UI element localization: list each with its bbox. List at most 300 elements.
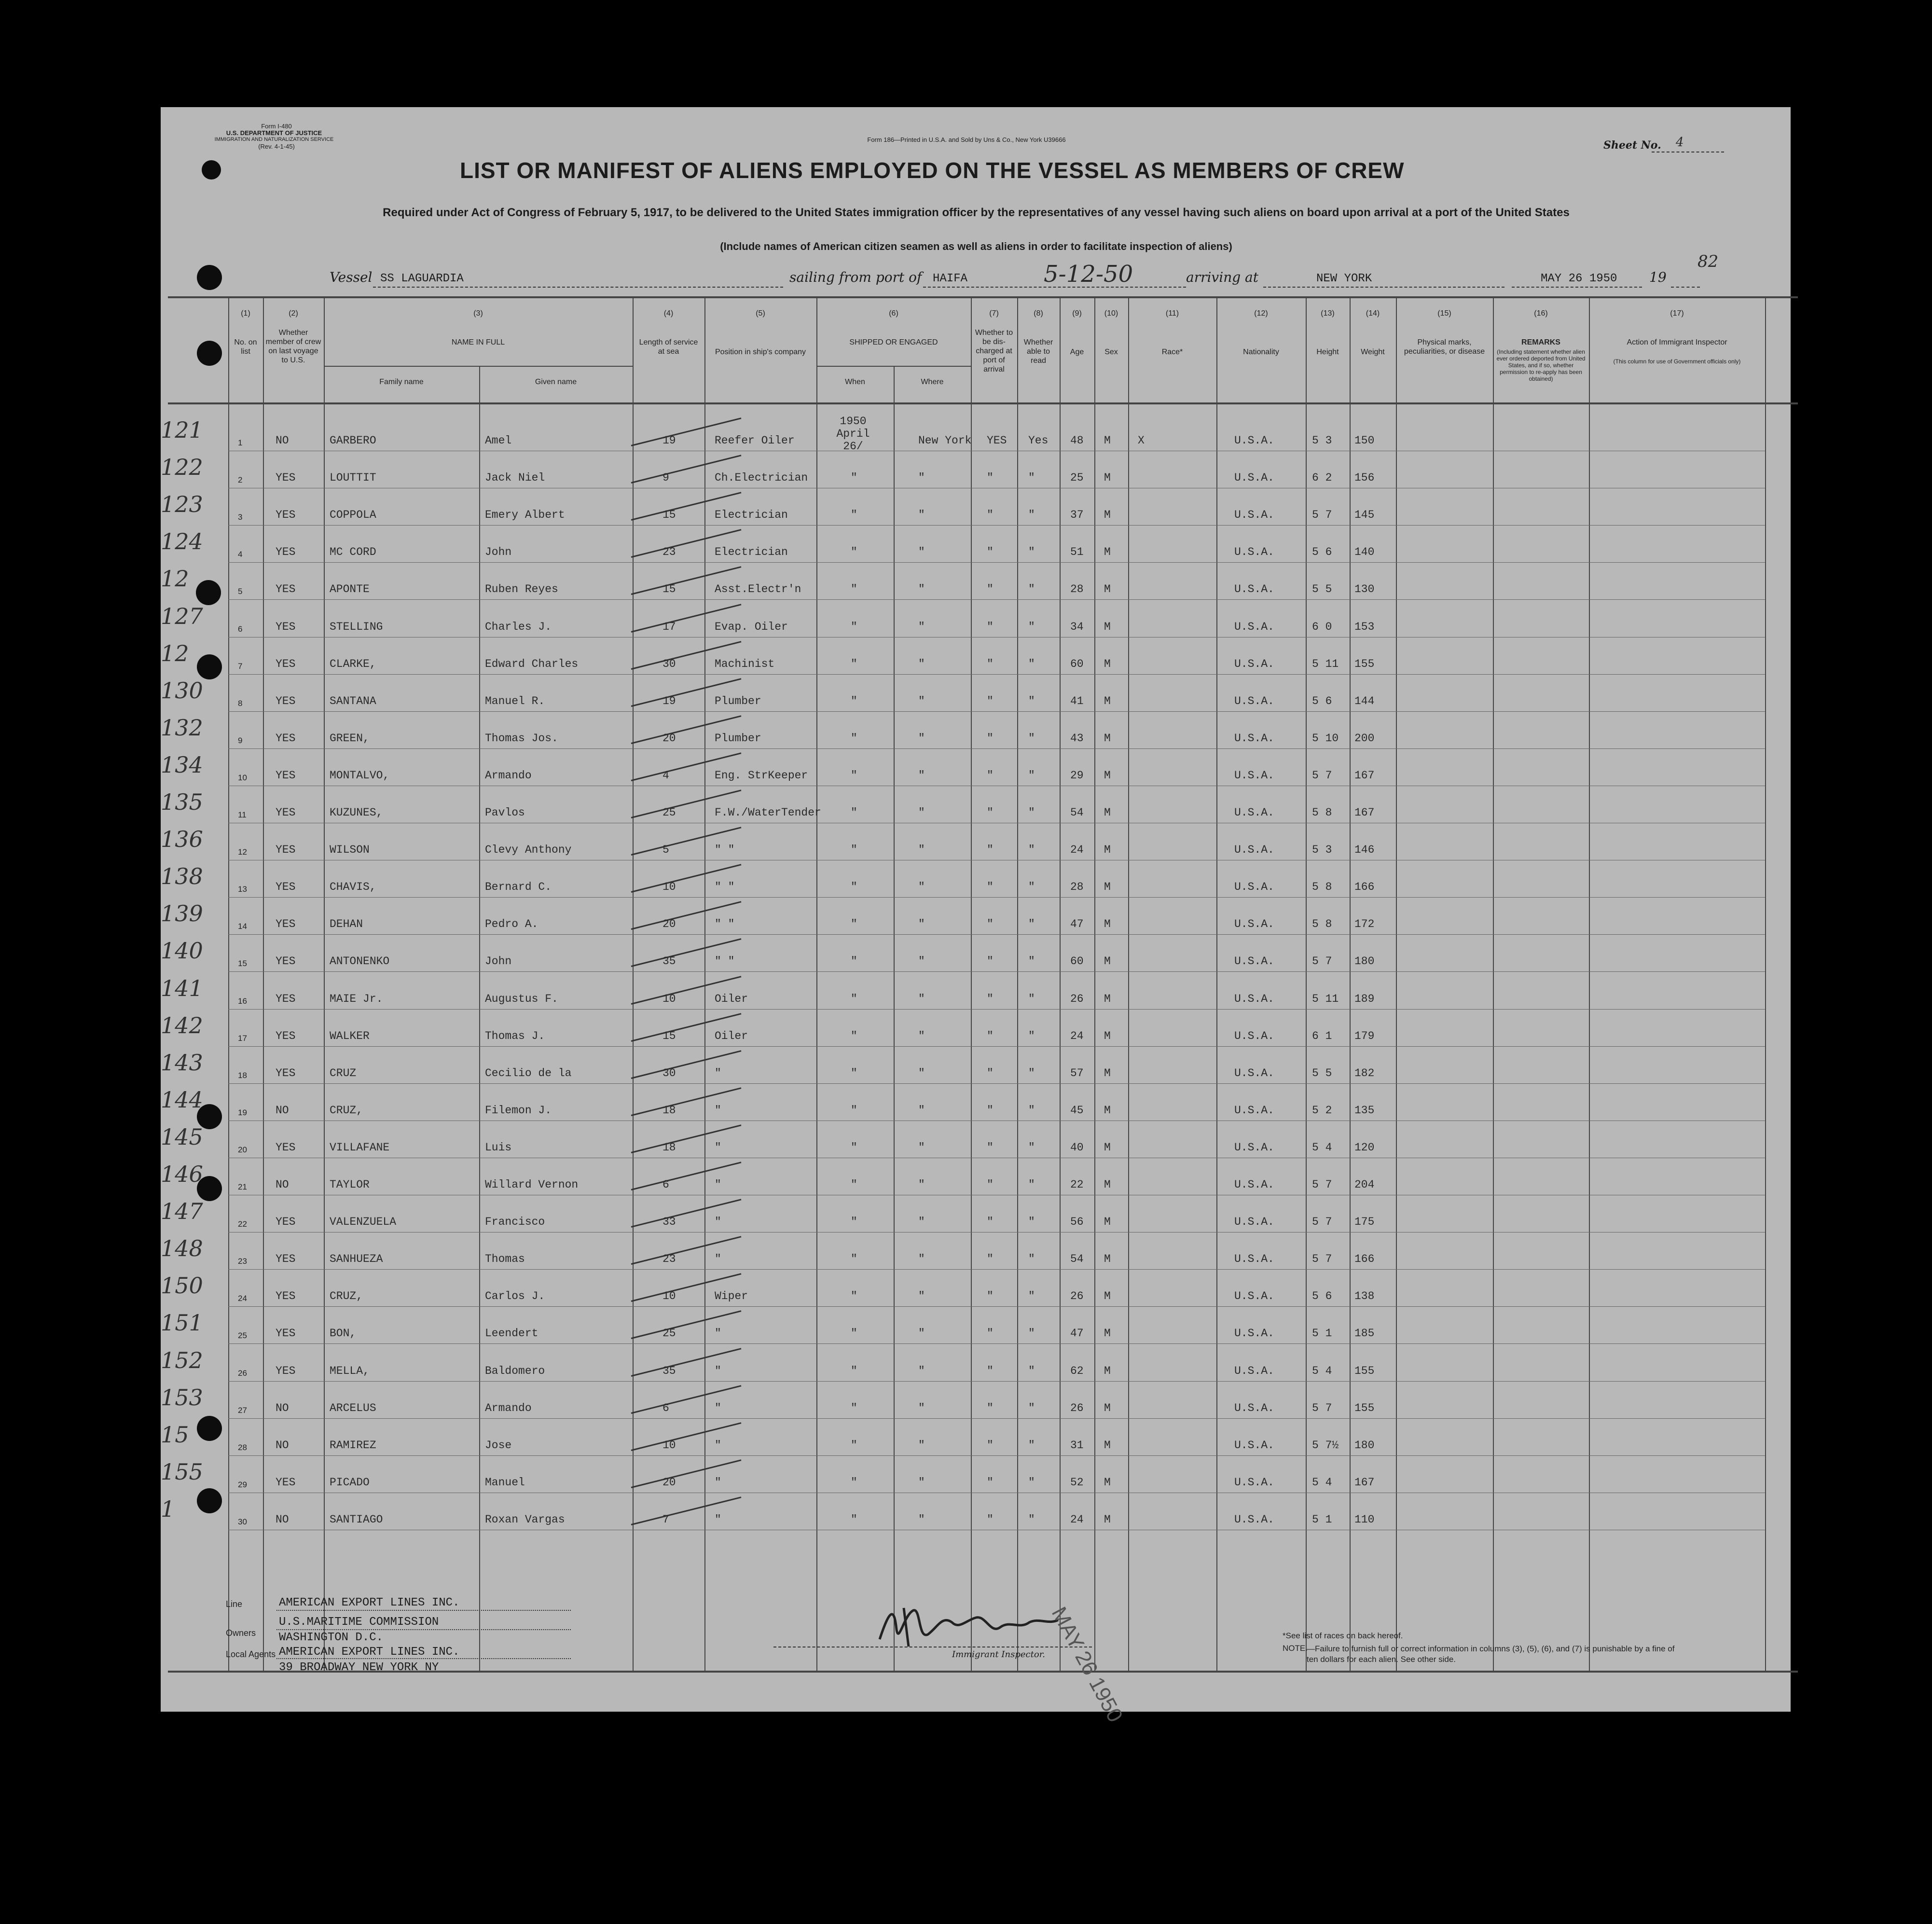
discharged-cell: " [987, 471, 994, 484]
row-number: 10 [238, 773, 247, 782]
position-cell: Machinist [715, 657, 775, 670]
height-cell: 5 7 [1312, 1401, 1332, 1414]
punch-hole [197, 1488, 222, 1513]
position-cell: " [715, 1439, 721, 1452]
shipped-where-cell: " [918, 1401, 925, 1414]
vessel-name: SS LAGUARDIA [380, 272, 464, 285]
row-number: 25 [238, 1331, 247, 1341]
able-to-read-cell: " [1028, 1178, 1035, 1191]
sex-cell: M [1104, 844, 1111, 857]
shipped-when-cell: " [851, 955, 857, 968]
service-cell: 20 [662, 1476, 676, 1489]
weight-cell: 153 [1354, 620, 1375, 633]
col6-header: SHIPPED OR ENGAGED [849, 338, 938, 346]
col8-header: Whether able to read [1023, 338, 1053, 365]
nationality-cell: U.S.A. [1234, 1364, 1274, 1377]
record-number: 155 [161, 1458, 203, 1485]
family-name-cell: MC CORD [330, 546, 376, 559]
given-name-cell: Carlos J. [485, 1290, 545, 1303]
able-to-read-cell: " [1028, 881, 1035, 894]
nationality-cell: U.S.A. [1234, 881, 1274, 894]
agents-line2: 39 BROADWAY NEW YORK NY [279, 1661, 439, 1674]
nationality-cell: U.S.A. [1234, 1178, 1274, 1191]
agency-line2: IMMIGRATION AND NATURALIZATION SERVICE [214, 137, 334, 142]
service-cell: 15 [662, 509, 676, 522]
col-line [1094, 298, 1095, 1671]
age-cell: 34 [1070, 620, 1084, 633]
weight-cell: 179 [1354, 1029, 1375, 1042]
col13-num: (13) [1321, 309, 1335, 318]
col-line [1493, 298, 1494, 1671]
family-name-cell: SANTIAGO [330, 1513, 383, 1526]
col17-subheader: (This column for use of Government officials only) [1613, 358, 1741, 365]
discharged-cell: " [987, 992, 994, 1005]
height-cell: 5 1 [1312, 1327, 1332, 1340]
shipped-when-cell: " [851, 1141, 857, 1154]
table-header-rule [168, 402, 1798, 404]
family-name-cell: LOUTTIT [330, 471, 376, 484]
record-number: 1 [161, 1495, 175, 1522]
last-voyage-cell: YES [276, 509, 296, 522]
race-cell: X [1138, 434, 1145, 447]
last-voyage-cell: YES [276, 1216, 296, 1229]
sex-cell: M [1104, 1141, 1111, 1154]
age-cell: 26 [1070, 992, 1084, 1005]
arrival-line [1263, 287, 1504, 288]
height-cell: 5 3 [1312, 844, 1332, 857]
nationality-cell: U.S.A. [1234, 732, 1274, 745]
check-mark [631, 1050, 742, 1079]
nationality-cell: U.S.A. [1234, 918, 1274, 931]
position-cell: " [715, 1476, 721, 1489]
weight-cell: 204 [1354, 1178, 1375, 1191]
family-name-cell: BON, [330, 1327, 357, 1340]
row-number: 12 [238, 847, 247, 857]
shipped-where-cell: " [918, 992, 925, 1005]
date-stamp: MAY 26 1950 [1047, 1603, 1128, 1726]
age-cell: 43 [1070, 732, 1084, 745]
weight-cell: 155 [1354, 1364, 1375, 1377]
service-cell: 18 [662, 1141, 676, 1154]
row-rule [228, 1306, 1765, 1307]
shipped-where-cell: " [918, 583, 925, 596]
record-number: 140 [161, 938, 203, 964]
age-cell: 40 [1070, 1141, 1084, 1154]
weight-cell: 200 [1354, 732, 1375, 745]
family-name-cell: MELLA, [330, 1364, 370, 1377]
nationality-cell: U.S.A. [1234, 992, 1274, 1005]
nationality-cell: U.S.A. [1234, 1216, 1274, 1229]
record-number: 132 [161, 714, 203, 741]
position-cell: " [715, 1104, 721, 1117]
last-voyage-cell: YES [276, 806, 296, 819]
row-number: 6 [238, 624, 243, 634]
family-name-cell: MONTALVO, [330, 769, 390, 782]
agency-line1: U.S. DEPARTMENT OF JUSTICE [226, 129, 322, 137]
height-cell: 5 7 [1312, 955, 1332, 968]
discharged-cell: " [987, 509, 994, 522]
col2-header: Whether member of crew on last voyage to U.S. [265, 329, 321, 364]
punch-hole [197, 654, 222, 679]
line-value: AMERICAN EXPORT LINES INC. [279, 1596, 460, 1609]
shipped-where-cell: " [918, 694, 925, 707]
family-name-cell: VALENZUELA [330, 1216, 397, 1229]
able-to-read-cell: " [1028, 509, 1035, 522]
service-cell: 5 [662, 844, 669, 857]
last-voyage-cell: YES [276, 955, 296, 968]
record-number: 12 [161, 640, 189, 666]
age-cell: 54 [1070, 1253, 1084, 1266]
col-line [324, 298, 325, 1671]
height-cell: 6 1 [1312, 1029, 1332, 1042]
last-voyage-cell: YES [276, 1029, 296, 1042]
sex-cell: M [1104, 620, 1111, 633]
service-cell: 23 [662, 1253, 676, 1266]
service-cell: 17 [662, 620, 676, 633]
row-number: 19 [238, 1107, 247, 1117]
shipped-when-cell: 1950 April 26/ [836, 415, 870, 453]
shipped-when-cell: " [851, 844, 857, 857]
row-rule [228, 562, 1765, 563]
record-number: 153 [161, 1384, 203, 1411]
weight-cell: 110 [1354, 1513, 1375, 1526]
weight-cell: 185 [1354, 1327, 1375, 1340]
shipped-where-cell: " [918, 1476, 925, 1489]
weight-cell: 155 [1354, 1401, 1375, 1414]
row-number: 7 [238, 661, 243, 671]
discharged-cell: " [987, 694, 994, 707]
record-number: 144 [161, 1086, 203, 1113]
height-cell: 5 11 [1312, 992, 1339, 1005]
last-voyage-cell: YES [276, 881, 296, 894]
sex-cell: M [1104, 769, 1111, 782]
shipped-where-cell: " [918, 1253, 925, 1266]
name-header-split [324, 366, 633, 367]
shipped-where-cell: " [918, 1439, 925, 1452]
sex-cell: M [1104, 1104, 1111, 1117]
family-name-cell: WILSON [330, 844, 370, 857]
given-name-cell: Pedro A. [485, 918, 538, 931]
given-name-cell: Thomas Jos. [485, 732, 558, 745]
shipped-where-cell: " [918, 806, 925, 819]
family-name-cell: PICADO [330, 1476, 370, 1489]
height-cell: 5 7 [1312, 1253, 1332, 1266]
row-number: 1 [238, 438, 243, 447]
shipped-where-cell: " [918, 769, 925, 782]
able-to-read-cell: " [1028, 1029, 1035, 1042]
able-to-read-cell: " [1028, 806, 1035, 819]
line-label: Line [226, 1599, 243, 1609]
row-number: 8 [238, 698, 243, 708]
col15-header: Physical marks, peculiarities, or disease [1404, 338, 1485, 356]
sex-cell: M [1104, 1290, 1111, 1303]
col-line [1128, 298, 1129, 1671]
given-name-cell: Armando [485, 769, 532, 782]
col11-header: Race* [1161, 348, 1183, 356]
nationality-cell: U.S.A. [1234, 1290, 1274, 1303]
nationality-cell: U.S.A. [1234, 509, 1274, 522]
col12-num: (12) [1254, 309, 1268, 318]
able-to-read-cell: " [1028, 583, 1035, 596]
able-to-read-cell: " [1028, 1439, 1035, 1452]
weight-cell: 172 [1354, 918, 1375, 931]
manifest-sheet [161, 107, 1791, 1726]
row-number: 22 [238, 1219, 247, 1229]
last-voyage-cell: YES [276, 844, 296, 857]
col16-header: REMARKS [1521, 338, 1560, 346]
shipped-where-cell: " [918, 620, 925, 633]
discharged-cell: " [987, 657, 994, 670]
age-cell: 26 [1070, 1401, 1084, 1414]
shipped-when-cell: " [851, 1327, 857, 1340]
last-voyage-cell: YES [276, 1290, 296, 1303]
last-voyage-cell: YES [276, 546, 296, 559]
nationality-cell: U.S.A. [1234, 955, 1274, 968]
row-number: 29 [238, 1480, 247, 1489]
age-cell: 60 [1070, 955, 1084, 968]
col1-num: (1) [241, 309, 250, 318]
height-cell: 5 7 [1312, 509, 1332, 522]
position-cell: F.W./WaterTender [715, 806, 821, 819]
position-cell: Reefer Oiler [715, 434, 795, 447]
service-cell: 10 [662, 1290, 676, 1303]
check-mark [631, 1236, 742, 1265]
service-cell: 15 [662, 1029, 676, 1042]
table-top-rule [168, 296, 1798, 298]
record-number: 143 [161, 1049, 203, 1076]
age-cell: 29 [1070, 769, 1084, 782]
family-name-cell: MAIE Jr. [330, 992, 383, 1005]
row-rule [228, 1381, 1765, 1382]
position-cell: Plumber [715, 694, 761, 707]
service-cell: 25 [662, 1327, 676, 1340]
shipped-when-cell: " [851, 546, 857, 559]
discharged-cell: " [987, 1364, 994, 1377]
family-name-cell: COPPOLA [330, 509, 376, 522]
discharged-cell: " [987, 1476, 994, 1489]
shipped-where-cell: " [918, 471, 925, 484]
family-name-cell: GREEN, [330, 732, 370, 745]
given-name-cell: Ruben Reyes [485, 583, 558, 596]
row-rule [228, 1269, 1765, 1270]
punch-hole [197, 341, 222, 366]
col2-num: (2) [289, 309, 298, 318]
service-cell: 20 [662, 732, 676, 745]
nationality-cell: U.S.A. [1234, 694, 1274, 707]
row-number: 16 [238, 996, 247, 1006]
row-number: 24 [238, 1294, 247, 1303]
col3-header: NAME IN FULL [451, 338, 505, 346]
record-number: 150 [161, 1273, 203, 1299]
col15-num: (15) [1437, 309, 1451, 318]
record-number: 124 [161, 528, 203, 555]
row-number: 3 [238, 512, 243, 522]
sex-cell: M [1104, 732, 1111, 745]
discharged-cell: YES [987, 434, 1007, 447]
given-name-cell: Jose [485, 1439, 512, 1452]
height-cell: 5 11 [1312, 657, 1339, 670]
check-mark [631, 1385, 742, 1414]
position-cell: " " [715, 844, 735, 857]
height-cell: 5 7 [1312, 1216, 1332, 1229]
position-cell: " [715, 1401, 721, 1414]
position-cell: Asst.Electr'n [715, 583, 801, 596]
row-rule [228, 897, 1765, 898]
service-cell: 7 [662, 1513, 669, 1526]
last-voyage-cell: YES [276, 657, 296, 670]
sex-cell: M [1104, 1216, 1111, 1229]
height-cell: 5 3 [1312, 434, 1332, 447]
position-cell: " [715, 1066, 721, 1080]
age-cell: 47 [1070, 918, 1084, 931]
family-name-cell: APONTE [330, 583, 370, 596]
agents-label: Local Agents [226, 1649, 276, 1659]
given-name-cell: Cecilio de la [485, 1066, 572, 1080]
row-number: 4 [238, 550, 243, 559]
row-rule [228, 934, 1765, 935]
row-number: 5 [238, 587, 243, 596]
position-cell: Evap. Oiler [715, 620, 788, 633]
record-number: 15 [161, 1421, 189, 1448]
discharged-cell: " [987, 769, 994, 782]
sex-cell: M [1104, 1476, 1111, 1489]
printer-line: Form 186—Printed in U.S.A. and Sold by Uns & Co., New York U39666 [867, 136, 1066, 143]
family-name-cell: VILLAFANE [330, 1141, 390, 1154]
discharged-cell: " [987, 1327, 994, 1340]
age-cell: 60 [1070, 657, 1084, 670]
record-number: 136 [161, 826, 203, 853]
service-cell: 15 [662, 583, 676, 596]
sex-cell: M [1104, 918, 1111, 931]
family-name-cell: CRUZ, [330, 1104, 363, 1117]
position-cell: " [715, 1216, 721, 1229]
family-name-cell: CRUZ, [330, 1290, 363, 1303]
able-to-read-cell: Yes [1028, 434, 1049, 447]
sex-cell: M [1104, 881, 1111, 894]
weight-cell: 145 [1354, 509, 1375, 522]
position-cell: " " [715, 918, 735, 931]
col17-num: (17) [1670, 309, 1684, 318]
sex-cell: M [1104, 583, 1111, 596]
family-name-cell: CHAVIS, [330, 881, 376, 894]
height-cell: 5 7 [1312, 769, 1332, 782]
weight-cell: 166 [1354, 881, 1375, 894]
age-cell: 48 [1070, 434, 1084, 447]
nationality-cell: U.S.A. [1234, 1104, 1274, 1117]
check-mark [631, 1199, 742, 1228]
discharged-cell: " [987, 546, 994, 559]
weight-cell: 167 [1354, 1476, 1375, 1489]
shipped-when-cell: " [851, 1476, 857, 1489]
weight-cell: 182 [1354, 1066, 1375, 1080]
family-name-cell: ANTONENKO [330, 955, 390, 968]
shipped-when-cell: " [851, 1401, 857, 1414]
row-number: 21 [238, 1182, 247, 1191]
weight-cell: 180 [1354, 955, 1375, 968]
shipped-when-cell: " [851, 509, 857, 522]
family-name-cell: CRUZ [330, 1066, 357, 1080]
weight-cell: 120 [1354, 1141, 1375, 1154]
height-cell: 6 2 [1312, 471, 1332, 484]
last-voyage-cell: NO [276, 1401, 289, 1414]
weight-cell: 146 [1354, 844, 1375, 857]
given-name-cell: Augustus F. [485, 992, 558, 1005]
position-cell: " [715, 1364, 721, 1377]
line-rule [276, 1610, 571, 1611]
row-rule [228, 674, 1765, 675]
last-voyage-cell: YES [276, 620, 296, 633]
service-cell: 23 [662, 546, 676, 559]
position-cell: Electrician [715, 509, 788, 522]
able-to-read-cell: " [1028, 1253, 1035, 1266]
service-cell: 30 [662, 1066, 676, 1080]
shipped-when-cell: " [851, 992, 857, 1005]
col-line [228, 298, 229, 1671]
last-voyage-cell: YES [276, 1476, 296, 1489]
sailing-label: sailing from port of [789, 269, 922, 285]
record-number: 122 [161, 454, 203, 481]
age-cell: 57 [1070, 1066, 1084, 1080]
nationality-cell: U.S.A. [1234, 1327, 1274, 1340]
discharged-cell: " [987, 1216, 994, 1229]
given-name-header: Given name [535, 378, 577, 386]
row-number: 23 [238, 1257, 247, 1266]
sheet-label: Sheet No. [1603, 139, 1661, 152]
col7-header: Whether to be dis-charged at port of arrival [975, 329, 1013, 374]
service-cell: 25 [662, 806, 676, 819]
shipped-when-cell: " [851, 1364, 857, 1377]
service-cell: 19 [662, 434, 676, 447]
service-cell: 9 [662, 471, 669, 484]
able-to-read-cell: " [1028, 955, 1035, 968]
shipped-where-cell: " [918, 918, 925, 931]
last-voyage-cell: NO [276, 434, 289, 447]
nationality-cell: U.S.A. [1234, 546, 1274, 559]
discharged-cell: " [987, 918, 994, 931]
row-number: 27 [238, 1405, 247, 1415]
given-name-cell: Thomas J. [485, 1029, 545, 1042]
nationality-cell: U.S.A. [1234, 471, 1274, 484]
col8-num: (8) [1034, 309, 1043, 318]
service-cell: 30 [662, 657, 676, 670]
discharged-cell: " [987, 620, 994, 633]
able-to-read-cell: " [1028, 1216, 1035, 1229]
col-line [971, 298, 972, 1671]
record-number: 145 [161, 1123, 203, 1150]
sex-cell: M [1104, 546, 1111, 559]
col5-header: Position in ship's company [715, 348, 806, 356]
record-number: 147 [161, 1198, 203, 1225]
position-cell: " " [715, 881, 735, 894]
row-number: 26 [238, 1368, 247, 1378]
given-name-cell: Filemon J. [485, 1104, 552, 1117]
shipped-when-cell: " [851, 1253, 857, 1266]
check-mark [631, 1348, 742, 1377]
shipped-when-cell: " [851, 1029, 857, 1042]
shipped-where-cell: " [918, 1364, 925, 1377]
height-cell: 5 5 [1312, 583, 1332, 596]
weight-cell: 130 [1354, 583, 1375, 596]
discharged-cell: " [987, 1029, 994, 1042]
last-voyage-cell: NO [276, 1178, 289, 1191]
shipped-when-cell: " [851, 881, 857, 894]
owners-line1: U.S.MARITIME COMMISSION [279, 1616, 439, 1629]
record-number: 142 [161, 1012, 203, 1038]
inspector-label: Immigrant Inspector. [952, 1649, 1046, 1660]
given-name-cell: John [485, 955, 512, 968]
able-to-read-cell: " [1028, 992, 1035, 1005]
nationality-cell: U.S.A. [1234, 657, 1274, 670]
